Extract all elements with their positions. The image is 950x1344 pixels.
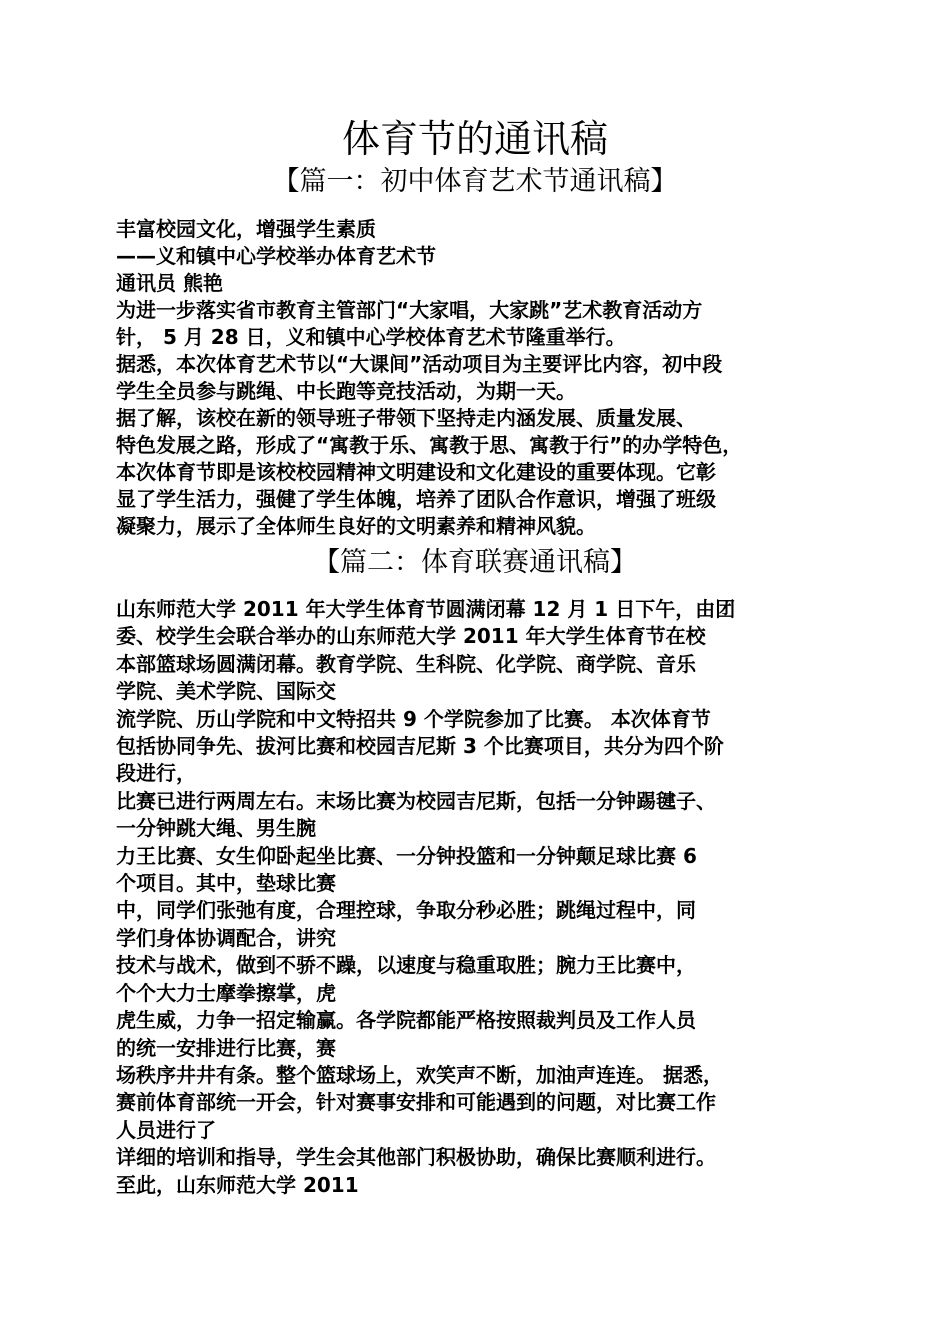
- text-line: 据了解，该校在新的领导班子带领下坚持走内涵发展、质量发展、: [116, 406, 696, 430]
- text-line: 技术与战术，做到不骄不躁，以速度与稳重取胜；腕力王比赛中，: [116, 953, 696, 978]
- section1-body: [116, 216, 841, 540]
- text-line: 凝聚力，展示了全体师生良好的文明素养和精神风貌。: [116, 514, 596, 538]
- text-line: 至此，山东师范大学 2011: [116, 1172, 359, 1197]
- text-line: 学们身体协调配合，讲究: [116, 925, 336, 950]
- text-line: 学院、美术学院、国际交: [116, 679, 336, 704]
- text-line: 的统一安排进行比赛，赛: [116, 1035, 336, 1060]
- text-line: 本次体育节即是该校校园精神文明建设和文化建设的重要体现。它彰: [116, 460, 716, 484]
- text-line: 一分钟跳大绳、男生腕: [116, 816, 316, 841]
- text-line: 虎生威，力争一招定输赢。各学院都能严格按照裁判员及工作人员: [116, 1008, 696, 1033]
- text-line: 本部篮球场圆满闭幕。教育学院、生科院、化学院、商学院、音乐: [116, 651, 696, 676]
- text-line: 丰富校园文化，增强学生素质: [116, 217, 376, 241]
- text-line: 个个大力士摩拳擦掌，虎: [116, 980, 336, 1005]
- text-line: 个项目。其中，垫球比赛: [116, 871, 336, 896]
- text-line: 据悉，本次体育艺术节以“大课间”活动项目为主要评比内容，初中段: [116, 352, 723, 376]
- text-line: 显了学生活力，强健了学生体魄，培养了团队合作意识，增强了班级: [116, 487, 716, 511]
- text-line: 山东师范大学 2011 年大学生体育节圆满闭幕 12 月 1 日下午，由团: [116, 597, 736, 621]
- section2-heading: 【篇二：体育联赛通讯稿】: [313, 547, 637, 578]
- text-line: 学生全员参与跳绳、中长跑等竞技活动，为期一天。: [116, 379, 576, 403]
- text-line: 特色发展之路，形成了“寓教于乐、寓教于思、寓教于行”的办学特色，: [116, 433, 743, 457]
- text-line: 中，同学们张弛有度，合理控球，争取分秒必胜；跳绳过程中，同: [116, 898, 696, 923]
- text-line: 流学院、历山学院和中文特招共 9 个学院参加了比赛。 本次体育节: [116, 706, 711, 731]
- text-line: ——义和镇中心学校举办体育艺术节: [116, 244, 436, 268]
- section1-heading: 【篇一：初中体育艺术节通讯稿】: [272, 166, 678, 197]
- text-line: 赛前体育部统一开会，针对赛事安排和可能遇到的问题，对比赛工作: [116, 1090, 716, 1115]
- text-line: 包括协同争先、拔河比赛和校园吉尼斯 3 个比赛项目，共分为四个阶: [116, 734, 724, 759]
- text-line: 详细的培训和指导，学生会其他部门积极协助，确保比赛顺利进行。: [116, 1145, 716, 1170]
- section2-body: [116, 596, 841, 1199]
- document-title: 体育节的通讯稿: [341, 117, 608, 161]
- text-line: 段进行，: [116, 761, 196, 786]
- text-line: 力王比赛、女生仰卧起坐比赛、一分钟投篮和一分钟颠足球比赛 6: [116, 843, 697, 868]
- text-line: 场秩序井井有条。整个篮球场上，欢笑声不断，加油声连连。 据悉，: [116, 1062, 723, 1087]
- text-line: 针， 5 月 28 日，义和镇中心学校体育艺术节隆重举行。: [116, 325, 626, 349]
- text-line: 通讯员 熊艳: [116, 271, 223, 295]
- text-line: 比赛已进行两周左右。末场比赛为校园吉尼斯，包括一分钟踢毽子、: [116, 788, 716, 813]
- text-line: 为进一步落实省市教育主管部门“大家唱，大家跳”艺术教育活动方: [116, 298, 703, 322]
- text-line: 人员进行了: [116, 1117, 216, 1142]
- text-line: 委、校学生会联合举办的山东师范大学 2011 年大学生体育节在校: [116, 624, 706, 649]
